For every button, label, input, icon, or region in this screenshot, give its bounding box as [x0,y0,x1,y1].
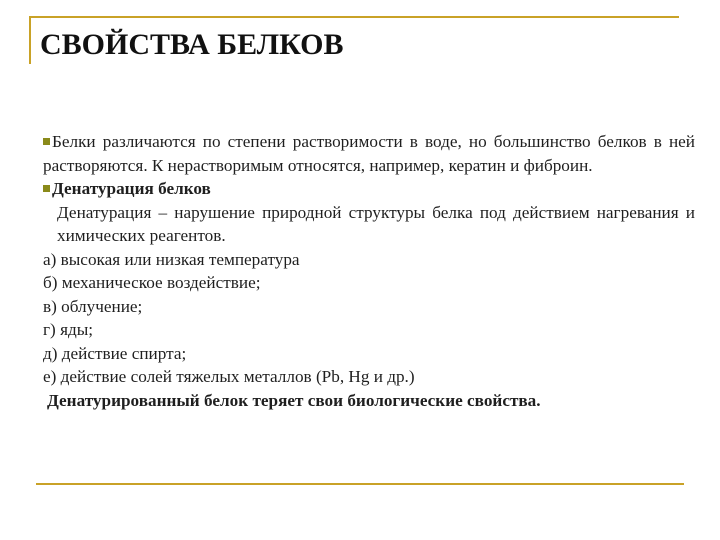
factor-item: д) действие спирта; [43,343,187,363]
frame-left-line [29,16,31,64]
factor-item: г) яды; [43,320,94,339]
frame-bottom-line [36,483,684,485]
frame-top-line [29,16,679,18]
denaturation-heading-text: Денатурация белков [52,179,211,198]
slide-content [43,130,695,412]
solubility-text: Белки различаются по степени растворимости в воде, но большинство белков в ней растворяются. К нерастворимым относятся, например, кератин и фиброин. [43,132,695,175]
factor-item: в) облучение; [43,296,143,316]
denaturation-definition: Денатурация – нарушение природной структуры белка под действием нагревания и химических реагентов. [57,202,695,245]
square-bullet-icon [43,185,50,192]
factor-item: б) механическое воздействие; [43,273,261,292]
slide-title: СВОЙСТВА БЕЛКОВ [40,28,344,61]
factor-item: е) действие солей тяжелых металлов (Pb, Hg и др.) [43,367,415,386]
conclusion-text: Денатурированный белок теряет свои биологические свойства. [47,390,541,410]
square-bullet-icon [43,138,50,145]
factor-item: а) высокая или низкая температура [43,249,300,269]
solubility-paragraph [43,130,695,177]
denaturation-heading [43,177,695,201]
